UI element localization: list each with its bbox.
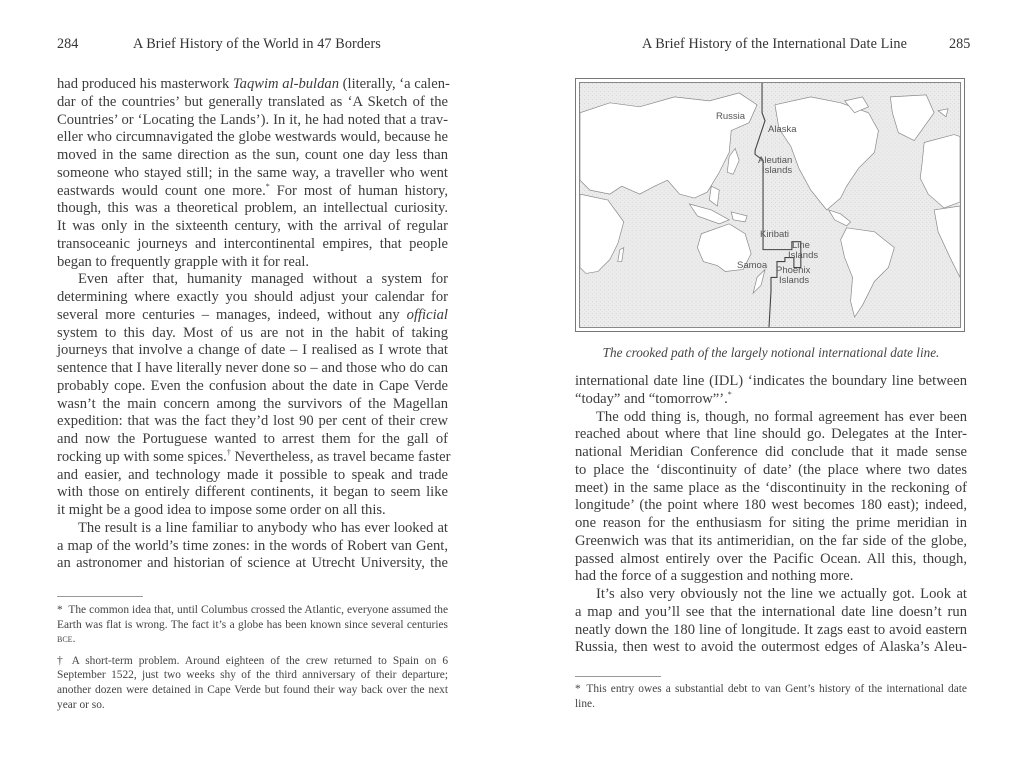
text-line: Greenwich was that its antimeridian, on the far side of the globe, [575,532,967,549]
text-line: had produced his masterwork Taqwim al-buldan (literally, ‘a calen- [57,76,450,92]
text-line: transoceanic journeys and intercontinental empires, that people [57,235,448,252]
text-line: It’s also very obviously not the line we actually got. Look at [596,586,967,602]
map-label-russia: Russia [716,111,746,122]
map-label-line-islands: Islands [788,250,819,261]
footnote-rule-right [575,676,661,677]
text-line: eastwards would count one more.* For most of human history, [57,181,449,199]
footnote: * The common idea that, until Columbus crossed the Atlantic, everyone assumed the Earth was flat is wrong. The fact it’s a globe has been known since several centuries bce. [57,604,448,646]
text-line: someone who stayed still; in the same way, a traveller who went [57,164,448,181]
running-head-right: A Brief History of the International Date Line [642,36,908,52]
italic-text: official [406,306,448,323]
text-line: though, this was a theoretical problem, an intellectual curiosity. [57,200,448,217]
footnote-marker: * [727,389,732,399]
right-page [512,0,1024,784]
text-line: reached about where that line should go. Delegates at the Inter- [575,426,967,443]
footnote-mark: * [575,683,587,695]
map-label-aleutian-islands: Islands [762,165,793,176]
map-label-line: Line [792,240,810,251]
footnotes-right [575,682,967,718]
footnote-rule-left [57,596,143,597]
date-line-map [575,78,965,332]
text-line: several more centuries – manages, indeed, without any official [57,306,448,323]
text-line: probably cope. Even the confusion about the date in Cape Verde [57,377,448,394]
text-line: had the force of a suggestion and nothing more. [575,568,854,585]
page-number-right: 285 [949,36,971,52]
text-line: determining where exactly you should adjust your calendar for [57,289,448,305]
page-number-left: 284 [57,36,79,52]
text-line: expedition: that was the fact they’d lost 90 per cent of their crew [57,413,448,430]
map-label-phoenix: Phoenix [776,265,811,276]
footnote: † A short-term problem. Around eighteen of the crew returned to Spain on 6 September 1522, just two weeks shy of the third anniversary of their departure; another dozen were detained in Cape Verde but found their way back over the next year or so. [57,654,449,711]
text-line: “today” and “tomorrow”’.* [575,389,732,407]
text-line: and easier, and technology made it possible to speak and trade [57,466,448,483]
text-line: The result is a line familiar to anybody who has ever looked at [78,519,448,536]
map-caption: The crooked path of the largely notional international date line. [602,345,940,360]
footnote-marker: † [226,447,231,457]
text-line: began to frequently grapple with it for real. [57,253,310,270]
text-line: a map and you’ll see that the international date line doesn’t run [575,603,967,620]
footnote-mark: † [57,654,72,667]
footnote-mark: * [57,604,69,616]
text-line: it might be a good idea to impose some order on all this. [57,502,386,518]
text-line: meet) in the same place as the ‘discontinuity in the reckoning of [575,479,967,496]
footnote: * This entry owes a substantial debt to van Gent’s history of the international date line. [575,683,967,710]
map-label-phoenix-islands: Islands [779,275,810,286]
text-line: longitude’ (the point where 180 west becomes 180 east); indeed, [575,497,967,514]
footnote-marker: * [265,181,270,191]
text-line: The odd thing is, though, no formal agreement has ever been [596,408,967,425]
text-line: an astronomer and historian of science at Utrecht University, the [57,555,448,572]
text-line: sentence that I have literally never done so – and those who do can [57,360,448,376]
world-map-icon [580,83,960,327]
map-label-alaska: Alaska [768,124,797,135]
text-line: moved in the same direction as the sun, count one day less than [57,147,448,163]
text-line: journeys that involve a change of date – I realised as I wrote that [57,342,448,359]
text-line: system to this day. Most of us are not in the habit of taking [57,324,448,341]
text-line: passed almost entirely over the Pacific Ocean. All this, though, [575,550,967,567]
map-label-samoa: Samoa [737,260,768,271]
text-line: Russia, then west to avoid the outermost edges of Alaska’s Aleu- [575,639,967,656]
text-line: rocking up with some spices.† Nevertheless, as travel became faster [57,447,451,465]
smallcaps-text: bce [57,633,73,646]
text-line: a map of the world’s time zones: in the words of Robert van Gent, [57,537,448,554]
text-line: with those on entirely different continents, it began to seem like [57,484,448,501]
text-line: neatly down the 180 line of longitude. It zags east to avoid eastern [575,621,967,638]
map-label-aleutian: Aleutian [758,155,793,166]
map-label-kiribati: Kiribati [760,229,790,240]
text-line: and now the Portuguese wanted to arrest them for the gall of [57,431,448,447]
text-line: eller who circumnavigated the globe westwards would, because he [57,129,448,146]
footnotes-left [57,603,448,719]
body-text-left [57,76,451,573]
text-line: dar of the countries’ but generally translated as ‘A Sketch of the [57,93,448,110]
text-line: national Meridian Conference did conclude that it made sense [575,444,967,460]
map-canvas [579,82,961,328]
body-text-right [575,373,967,657]
text-line: to place the ‘discontinuity of date’ (the place where two dates [575,461,967,478]
text-line: wasn’t the main concern among the survivors of the Magellan [57,395,448,412]
text-line: international date line (IDL) ‘indicates the boundary line between [575,373,967,389]
running-head-left: A Brief History of the World in 47 Borders [133,36,381,52]
italic-text: Taqwim al-buldan [232,76,339,92]
text-line: Countries’ or ‘Locating the Lands’). In it, he had noted that a trav- [57,111,448,128]
text-line: Even after that, humanity managed without a system for [78,271,448,288]
text-line: one reason for the enthusiasm for siting the prime meridian in [575,515,967,531]
text-line: It was only in the sixteenth century, with the arrival of regular [57,218,448,234]
